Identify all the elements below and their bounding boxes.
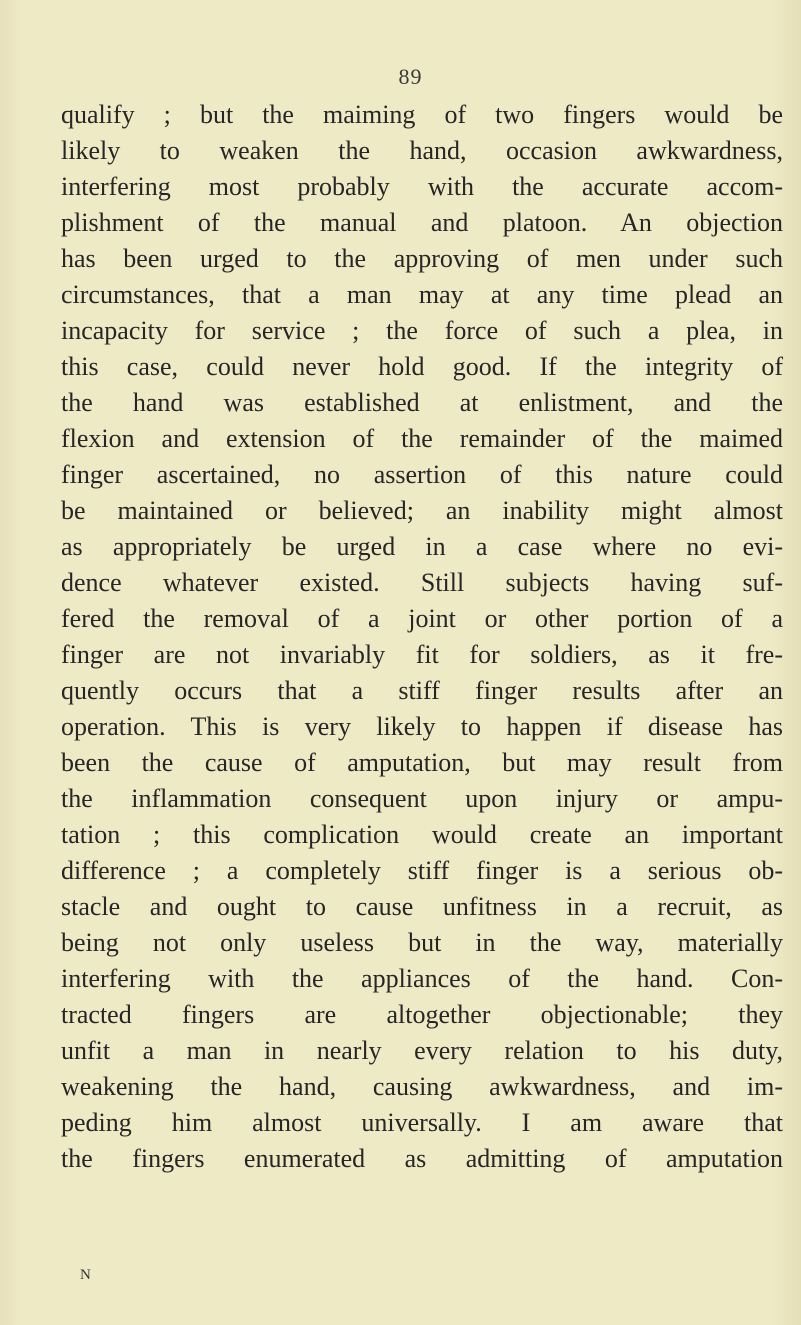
text-line: difference ; a completely stiff finger is a serious ob- xyxy=(61,856,783,885)
text-line: unfit a man in nearly every relation to his duty, xyxy=(61,1036,783,1065)
text-line: the hand was established at enlistment, and the xyxy=(61,388,783,417)
text-line: tation ; this complication would create an important xyxy=(61,820,783,849)
text-line: fered the removal of a joint or other portion of a xyxy=(61,604,783,633)
text-line: interfering most probably with the accurate accom- xyxy=(61,172,783,201)
text-line: plishment of the manual and platoon. An objection xyxy=(61,208,783,237)
text-line: qualify ; but the maiming of two fingers would be xyxy=(61,100,783,129)
text-line: finger ascertained, no assertion of this nature could xyxy=(61,460,783,489)
text-line: flexion and extension of the remainder of the maimed xyxy=(61,424,783,453)
text-line: stacle and ought to cause unfitness in a recruit, as xyxy=(61,892,783,921)
text-line: this case, could never hold good. If the integrity of xyxy=(61,352,783,381)
text-line: tracted fingers are altogether objectionable; they xyxy=(61,1000,783,1029)
text-line: dence whatever existed. Still subjects having suf- xyxy=(61,568,783,597)
text-line: been the cause of amputation, but may result from xyxy=(61,748,783,777)
text-line: weakening the hand, causing awkwardness, and im- xyxy=(61,1072,783,1101)
page-number: 89 xyxy=(398,64,423,89)
text-line: incapacity for service ; the force of such a plea, in xyxy=(61,316,783,345)
signature-mark: N xyxy=(80,1267,92,1283)
text-line: peding him almost universally. I am aware that xyxy=(61,1108,783,1137)
text-line: has been urged to the approving of men under such xyxy=(61,244,783,273)
text-line: operation. This is very likely to happen if disease has xyxy=(61,712,783,741)
text-line: being not only useless but in the way, materially xyxy=(61,928,783,957)
text-line: likely to weaken the hand, occasion awkwardness, xyxy=(61,136,783,165)
text-line: the inflammation consequent upon injury or ampu- xyxy=(61,784,783,813)
text-line: be maintained or believed; an inability might almost xyxy=(61,496,783,525)
text-line: as appropriately be urged in a case where no evi- xyxy=(61,532,783,561)
text-line: quently occurs that a stiff finger results after an xyxy=(61,676,783,705)
text-line: interfering with the appliances of the hand. Con- xyxy=(61,964,783,993)
body-text xyxy=(61,97,783,1177)
text-line: circumstances, that a man may at any time plead an xyxy=(61,280,783,309)
text-line: the fingers enumerated as admitting of amputation xyxy=(61,1144,783,1173)
text-line: finger are not invariably fit for soldiers, as it fre- xyxy=(61,640,783,669)
